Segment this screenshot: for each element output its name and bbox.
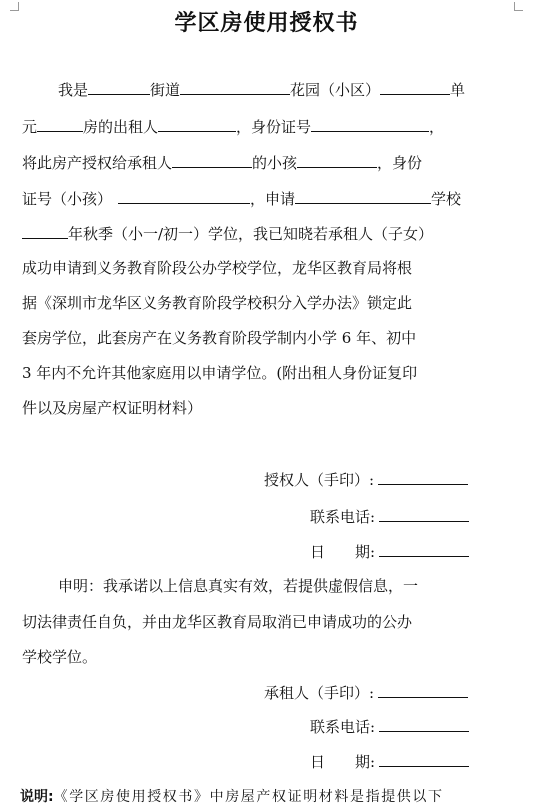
statement-line-2: 切法律责任自负，并由龙华区教育局取消已申请成功的公办 xyxy=(22,613,413,631)
paragraph-line-4: 证号（小孩） ，申请 学校 xyxy=(22,187,461,210)
tenant-phone-blank[interactable] xyxy=(379,715,469,732)
authorizer-phone-row: 联系电话: xyxy=(310,505,469,528)
authorizer-signature-row: 授权人（手印）: xyxy=(264,468,468,491)
child-id-blank[interactable] xyxy=(118,187,250,204)
paragraph-line-8: 套房学位，此套房产在义务教育阶段学制内小学 6 年、初中 xyxy=(22,329,417,347)
garden-blank[interactable] xyxy=(180,78,290,95)
year-blank[interactable] xyxy=(22,222,68,239)
authorizer-signature-blank[interactable] xyxy=(378,468,468,485)
tenant-date-row: 日 期: xyxy=(310,750,469,773)
tenant-date-blank[interactable] xyxy=(379,750,469,767)
paragraph-line-2: 元 房的出租人 ，身份证号 ， xyxy=(22,115,444,138)
tenant-signature-row: 承租人（手印）: xyxy=(264,681,468,704)
authorizer-date-blank[interactable] xyxy=(379,540,469,557)
note-label: 说明: xyxy=(20,789,54,805)
child-name-blank[interactable] xyxy=(297,151,377,168)
paragraph-line-7: 据《深圳市龙华区义务教育阶段学校积分入学办法》锁定此 xyxy=(22,294,413,312)
tenant-phone-row: 联系电话: xyxy=(310,715,469,738)
room-blank[interactable] xyxy=(37,115,83,132)
statement-line-3: 学校学位。 xyxy=(22,648,98,666)
authorizer-date-row: 日 期: xyxy=(310,540,469,563)
unit-blank[interactable] xyxy=(380,78,450,95)
paragraph-line-1: 我是 街道 花园（小区） 单 xyxy=(58,78,465,101)
landlord-id-blank[interactable] xyxy=(311,115,429,132)
document-title: 学区房使用授权书 xyxy=(174,11,359,36)
explanation-note xyxy=(20,786,444,806)
paragraph-line-5: 年秋季（小一/初一）学位，我已知晓若承租人（子女） xyxy=(22,222,433,245)
street-blank[interactable] xyxy=(88,78,150,95)
landlord-name-blank[interactable] xyxy=(158,115,236,132)
note-text: 《学区房使用授权书》中房屋产权证明材料是指提供以下 xyxy=(53,789,444,805)
tenant-signature-blank[interactable] xyxy=(378,681,468,698)
school-blank[interactable] xyxy=(295,187,431,204)
tenant-name-blank[interactable] xyxy=(172,151,252,168)
paragraph-line-3: 将此房产授权给承租人 的小孩 ，身份 xyxy=(22,151,422,174)
authorizer-phone-blank[interactable] xyxy=(379,505,469,522)
paragraph-line-9: 3 年内不允许其他家庭用以申请学位。(附出租人身份证复印 xyxy=(22,364,418,382)
paragraph-line-6: 成功申请到义务教育阶段公办学校学位，龙华区教育局将根 xyxy=(22,259,413,277)
statement-line-1: 申明：我承诺以上信息真实有效，若提供虚假信息，一 xyxy=(58,577,419,595)
paragraph-line-10: 件以及房屋产权证明材料） xyxy=(22,399,203,417)
